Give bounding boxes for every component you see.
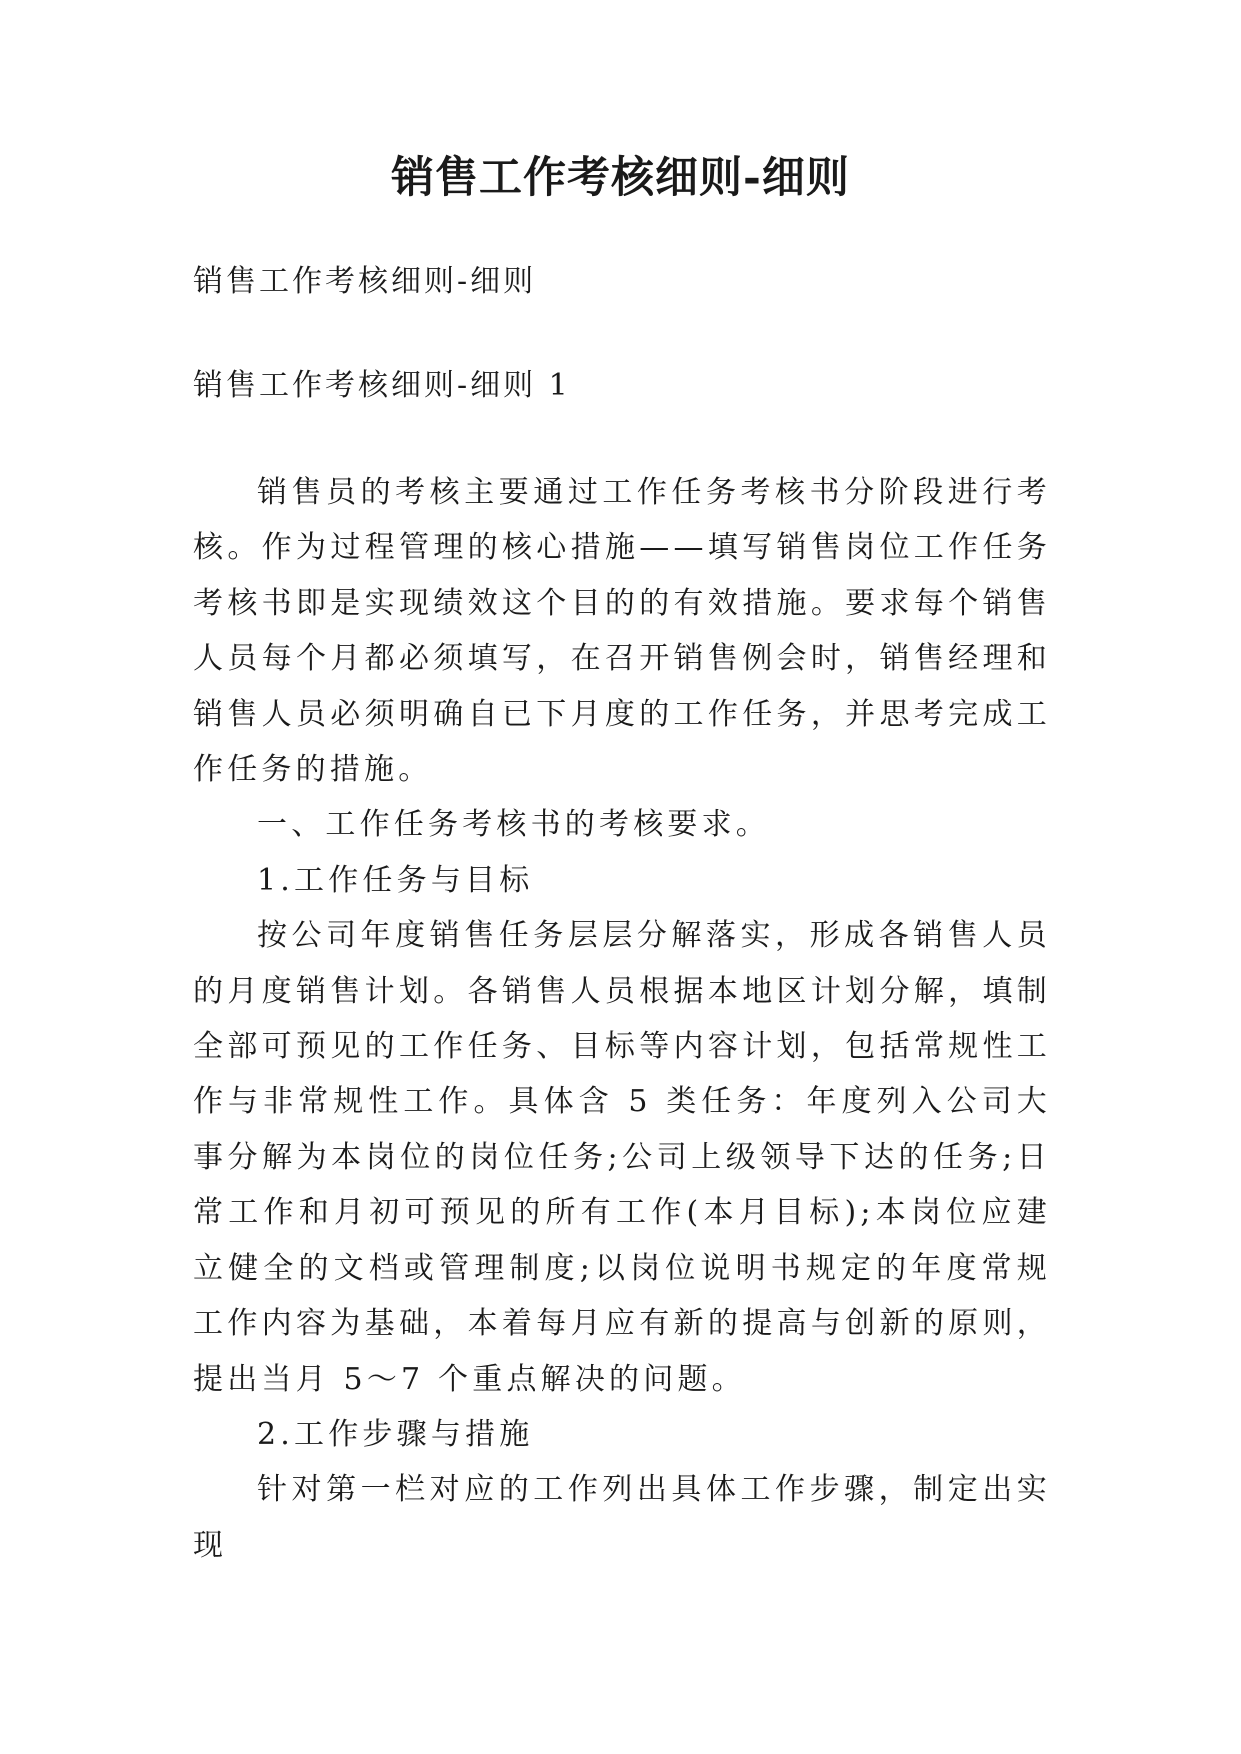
paragraph: 销售员的考核主要通过工作任务考核书分阶段进行考核。作为过程管理的核心措施——填写销售岗位工作任务考核书即是实现绩效这个目的的有效措施。要求每个销售人员每个月都必须填写，在召开销售例会时，销售经理和销售人员必须明确自已下月度的工作任务，并思考完成工作任务的措施。: [193, 475, 1051, 788]
section-heading: 销售工作考核细则-细则 1: [193, 368, 571, 403]
document-subtitle: 销售工作考核细则-细则: [193, 264, 537, 299]
document-title: 销售工作考核细则-细则: [391, 153, 850, 203]
paragraph: 1.工作任务与目标: [257, 862, 534, 898]
document-body: [193, 465, 1051, 1573]
paragraph: 一、工作任务考核书的考核要求。: [257, 807, 770, 843]
paragraph: 按公司年度销售任务层层分解落实，形成各销售人员的月度销售计划。各销售人员根据本地区计划分解，填制全部可预见的工作任务、目标等内容计划，包括常规性工作与非常规性工作。具体含 5 类任务：年度列入公司大事分解为本岗位的岗位任务;公司上级领导下达的任务;日常工作和月初可预见的所有工作(本月目标);本岗位应建立健全的文档或管理制度;以岗位说明书规定的年度常规工作内容为基础，本着每月应有新的提高与创新的原则，提出当月 5～7 个重点解决的问题。: [193, 918, 1051, 1397]
paragraph: 2.工作步骤与措施: [257, 1416, 534, 1452]
paragraph: 针对第一栏对应的工作列出具体工作步骤，制定出实现: [193, 1472, 1051, 1563]
